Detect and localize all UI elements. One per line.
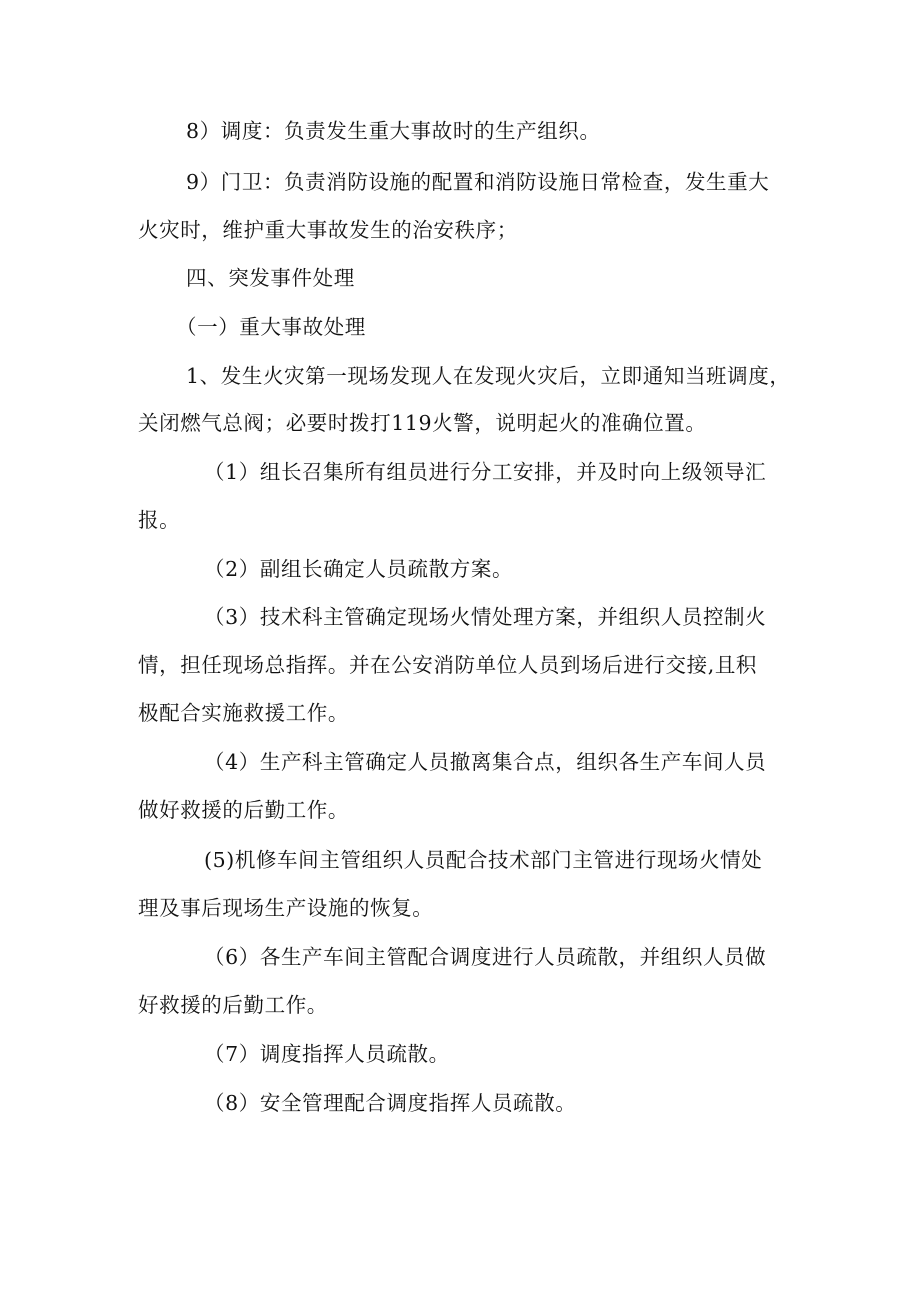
paragraph-item-1-line-2: 报。 (138, 508, 181, 532)
paragraph-item-4-line-2: 做好救援的后勤工作。 (138, 798, 349, 822)
paragraph-fire-step-1-line-2: 关闭燃气总阀；必要时拨打119火警，说明起火的准确位置。 (138, 411, 707, 435)
paragraph-item-3-line-1: （3）技术科主管确定现场火情处理方案，并组织人员控制火 (204, 605, 767, 629)
section-heading-emergency: 四、突发事件处理 (186, 266, 355, 290)
paragraph-item-6-line-1: （6）各生产车间主管配合调度进行人员疏散，并组织人员做 (204, 945, 767, 969)
paragraph-item-3-line-3: 极配合实施救援工作。 (138, 701, 349, 725)
paragraph-item-7: （7）调度指挥人员疏散。 (204, 1042, 450, 1066)
paragraph-item-8: （8）安全管理配合调度指挥人员疏散。 (204, 1091, 577, 1115)
paragraph-fire-step-1-line-1: 1、发生火灾第一现场发现人在发现火灾后，立即通知当班调度， (186, 364, 791, 388)
paragraph-item-5-line-2: 理及事后现场生产设施的恢复。 (138, 896, 434, 920)
paragraph-item-2: （2）副组长确定人员疏散方案。 (204, 557, 514, 581)
paragraph-item-4-line-1: （4）生产科主管确定人员撤离集合点，组织各生产车间人员 (204, 750, 767, 774)
paragraph-item-3-line-2: 情，担任现场总指挥。并在公安消防单位人员到场后进行交接,且积 (138, 653, 758, 677)
paragraph-9-duty-gatekeeper-line-1: 9）门卫：负责消防设施的配置和消防设施日常检查，发生重大 (186, 170, 770, 194)
paragraph-item-1-line-1: （1）组长召集所有组员进行分工安排，并及时向上级领导汇 (204, 460, 767, 484)
subsection-heading-major-accident: （一）重大事故处理 (176, 315, 366, 339)
paragraph-item-6-line-2: 好救援的后勤工作。 (138, 993, 328, 1017)
paragraph-8-duty-dispatch: 8）调度：负责发生重大事故时的生产组织。 (186, 119, 601, 143)
paragraph-item-5-line-1: (5)机修车间主管组织人员配合技术部门主管进行现场火情处 (204, 848, 763, 872)
paragraph-9-duty-gatekeeper-line-2: 火灾时，维护重大事故发生的治安秩序； (138, 218, 518, 242)
